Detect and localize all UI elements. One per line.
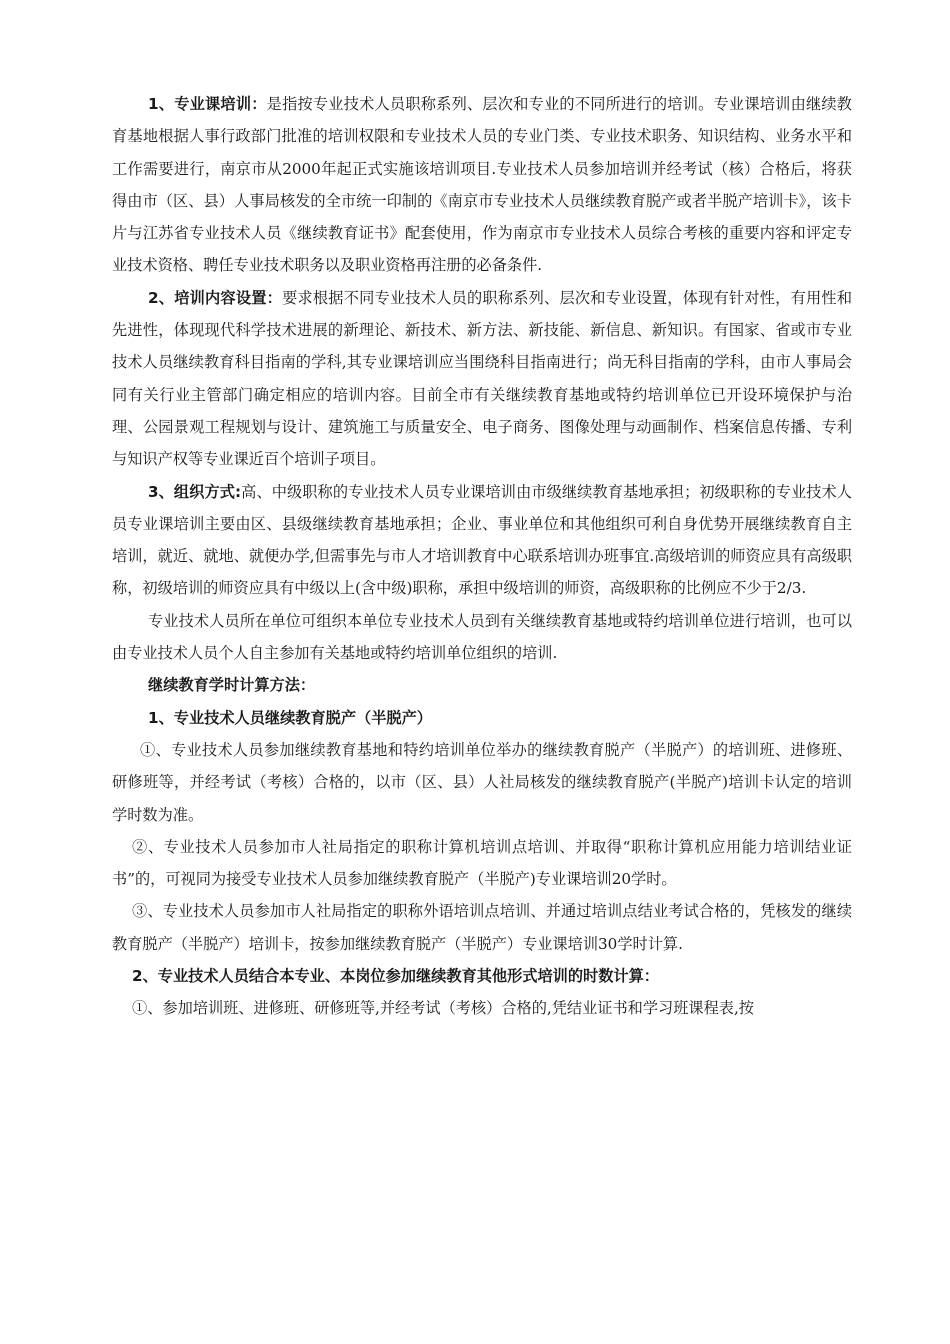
clause-2: ②、专业技术人员参加市人社局指定的职称计算机培训点培训、并取得“职称计算机应用能力培训结业证书”的，可视同为接受专业技术人员参加继续教育脱产（半脱产)专业课培训20学时。	[112, 837, 852, 889]
paragraph-training-content	[112, 282, 852, 476]
clause-3: ③、专业技术人员参加市人社局指定的职称外语培训点培训、并通过培训点结业考试合格的，凭核发的继续教育脱产（半脱产）培训卡，按参加继续教育脱产（半脱产）专业课培训30学时计算.	[112, 902, 852, 953]
paragraph-label: 1、专业课培训：	[148, 95, 267, 113]
paragraph-unit-organization: 专业技术人员所在单位可组织本单位专业技术人员到有关继续教育基地或特约培训单位进行培训，也可以由专业技术人员个人自主参加有关基地或特约培训单位组织的培训.	[112, 611, 852, 663]
paragraph-label: 3、组织方式:	[148, 482, 242, 501]
paragraph-text: 是指按专业技术人员职称系列、层次和专业的不同所进行的培训。专业课培训由继续教育基地根据人事行政部门批准的培训权限和专业技术人员的专业门类、专业技术职务、知识结构、业务水平和工作需要进行，南京市从2000年起正式实施该培训项目.专业技术人员参加培训并经考试（核）合格后，将获得由市（区、县）人事局核发的全市统一印制的《南京市专业技术人员继续教育脱产或者半脱产培训卡》，该卡片与江苏省专业技术人员《继续教育证书》配套使用，作为南京市专业技术人员综合考核的重要内容和评定专业技术资格、聘任专业技术职务以及职业资格再注册的必备条件.	[112, 95, 852, 275]
document-page	[112, 88, 852, 1025]
paragraph-professional-course-training	[112, 88, 852, 282]
heading-full-time-training: 1、专业技术人员继续教育脱产（半脱产）	[148, 708, 432, 727]
paragraph-text: 要求根据不同专业技术人员的职称系列、层次和专业设置，体现有针对性，有用性和先进性，体现现代科学技术进展的新理论、新技术、新方法、新技能、新信息、新知识。有国家、省或市专业技术人员继续教育科目指南的学科,其专业课培训应当围绕科目指南进行；尚无科目指南的学科，由市人事局会同有关行业主管部门确定相应的培训内容。目前全市有关继续教育基地或特约培训单位已开设环境保护与治理、公园景观工程规划与设计、建筑施工与质量安全、电子商务、图像处理与动画制作、档案信息传播、专利与知识产权等专业课近百个培训子项目。	[112, 288, 853, 469]
heading-calculation-method: 继续教育学时计算方法：	[148, 676, 316, 695]
clause-1: ①、专业技术人员参加继续教育基地和特约培训单位举办的继续教育脱产（半脱产）的培训班、进修班、研修班等，并经考试（考核）合格的，以市（区、县）人社局核发的继续教育脱产(半脱产)培训卡认定的培训学时数为准。	[112, 740, 852, 824]
paragraph-text: 高、中级职称的专业技术人员专业课培训由市级继续教育基地承担；初级职称的专业技术人员专业课培训主要由区、县级继续教育基地承担；企业、事业单位和其他组织可利自身优势开展继续教育自主培训，就近、就地、就便办学,但需事先与市人才培训教育中心联系培训办班事宜.高级培训的师资应具有高级职称，初级培训的师资应具有中级以上(含中级)职称，承担中级培训的师资，高级职称的比例应不少于2/3.	[112, 482, 852, 598]
heading-other-training: 2、专业技术人员结合本专业、本岗位参加继续教育其他形式培训的时数计算：	[132, 967, 659, 986]
paragraph-organization	[112, 476, 852, 605]
paragraph-label: 2、培训内容设置：	[148, 288, 283, 307]
clause-4: ①、参加培训班、进修班、研修班等,并经考试（考核）合格的,凭结业证书和学习班课程表,按	[132, 999, 754, 1018]
